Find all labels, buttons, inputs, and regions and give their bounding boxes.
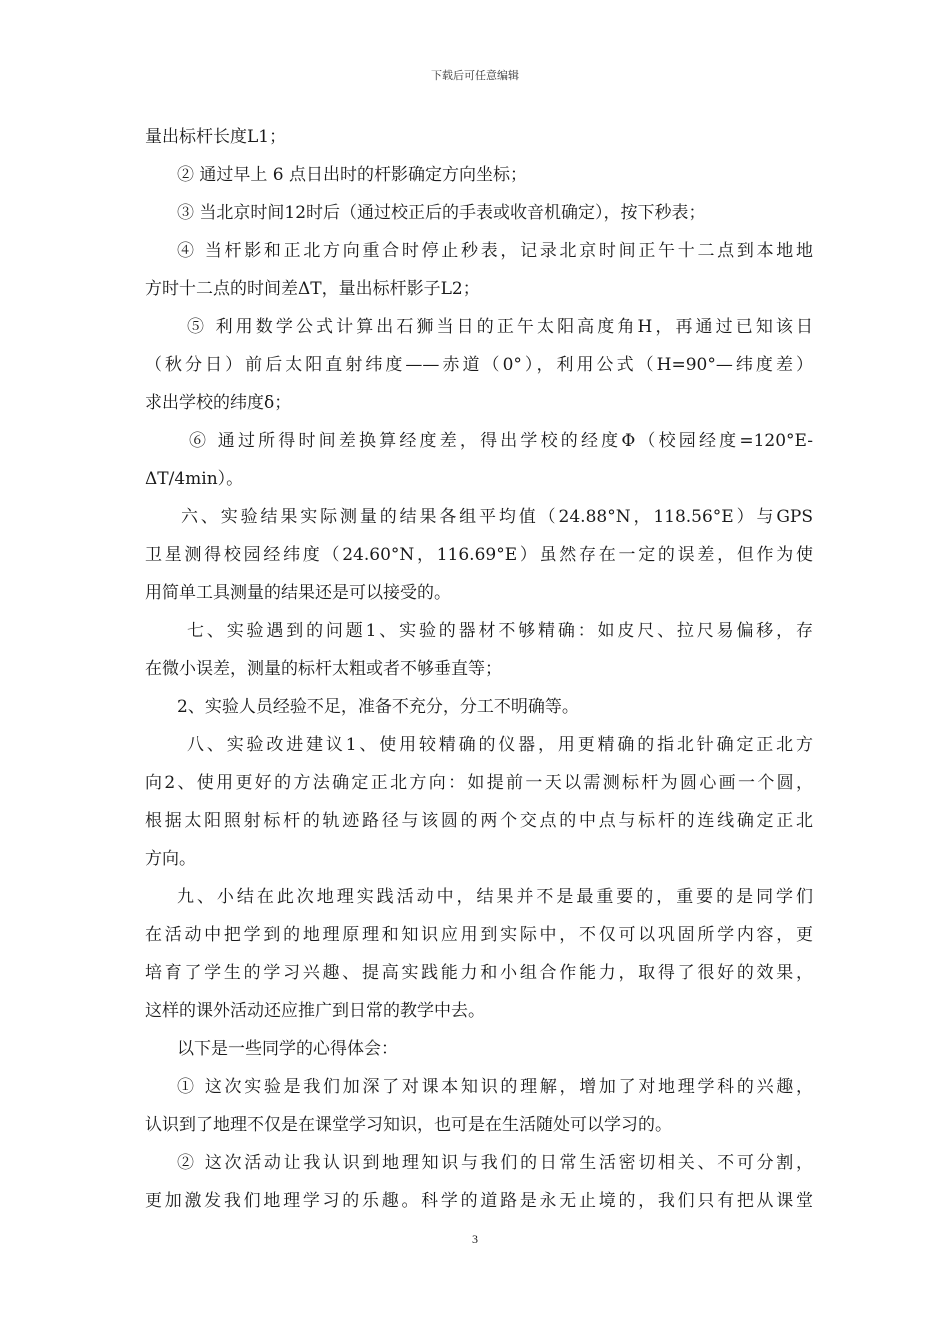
text-line: 认识到了地理不仅是在课堂学习知识，也可是在生活随处可以学习的。 bbox=[145, 1115, 672, 1135]
text-line: ① 这次实验是我们加深了对课本知识的理解，增加了对地理学科的兴趣， bbox=[177, 1077, 813, 1097]
document-body bbox=[145, 118, 813, 1220]
text-line: 更加激发我们地理学习的乐趣。科学的道路是永无止境的，我们只有把从课堂 bbox=[145, 1191, 813, 1211]
text-line: 八、实验改进建议1、使用较精确的仪器，用更精确的指北针确定正北方 bbox=[187, 735, 813, 755]
text-line: （秋分日）前后太阳直射纬度——赤道（0°），利用公式（H=90°—纬度差） bbox=[145, 355, 813, 375]
text-line: ③ 当北京时间12时后（通过校正后的手表或收音机确定），按下秒表； bbox=[177, 203, 706, 223]
text-line: ② 这次活动让我认识到地理知识与我们的日常生活密切相关、不可分割， bbox=[177, 1153, 813, 1173]
text-line: 九、小结在此次地理实践活动中，结果并不是最重要的，重要的是同学们 bbox=[177, 887, 813, 907]
text-line: 向2、使用更好的方法确定正北方向：如提前一天以需测标杆为圆心画一个圆， bbox=[145, 773, 813, 793]
page-number: 3 bbox=[472, 1232, 478, 1246]
text-line: 求出学校的纬度δ； bbox=[145, 393, 292, 413]
text-line: 以下是一些同学的心得体会： bbox=[177, 1039, 398, 1059]
text-line: 七、实验遇到的问题1、实验的器材不够精确：如皮尺、拉尺易偏移，存 bbox=[187, 621, 813, 641]
text-line: 六、实验结果实际测量的结果各组平均值（24.88°N，118.56°E）与GPS bbox=[181, 507, 813, 527]
text-line: 卫星测得校园经纬度（24.60°N，116.69°E）虽然存在一定的误差，但作为使 bbox=[145, 545, 813, 565]
text-line: 方向。 bbox=[145, 849, 196, 869]
text-line: ② 通过早上 6 点日出时的杆影确定方向坐标； bbox=[177, 165, 528, 185]
text-line: 培育了学生的学习兴趣、提高实践能力和小组合作能力，取得了很好的效果， bbox=[145, 963, 813, 983]
text-line: 根据太阳照射标杆的轨迹路径与该圆的两个交点的中点与标杆的连线确定正北 bbox=[145, 811, 813, 831]
text-line: 在微小误差，测量的标杆太粗或者不够垂直等； bbox=[145, 659, 502, 679]
text-line: ΔT/4min）。 bbox=[145, 469, 244, 489]
text-line: 用简单工具测量的结果还是可以接受的。 bbox=[145, 583, 451, 603]
text-line: ⑥ 通过所得时间差换算经度差，得出学校的经度Φ（校园经度=120°E- bbox=[189, 431, 813, 451]
page-header: 下载后可任意编辑 bbox=[431, 69, 519, 82]
text-line: 量出标杆长度L1； bbox=[145, 127, 287, 147]
text-line: ⑤ 利用数学公式计算出石狮当日的正午太阳高度角H，再通过已知该日 bbox=[187, 317, 813, 337]
text-line: 方时十二点的时间差ΔT，量出标杆影子L2； bbox=[145, 279, 480, 299]
text-line: 2、实验人员经验不足，准备不充分，分工不明确等。 bbox=[177, 697, 579, 717]
text-line: 在活动中把学到的地理原理和知识应用到实际中，不仅可以巩固所学内容，更 bbox=[145, 925, 813, 945]
text-line: ④ 当杆影和正北方向重合时停止秒表，记录北京时间正午十二点到本地地 bbox=[177, 241, 813, 261]
text-line: 这样的课外活动还应推广到日常的教学中去。 bbox=[145, 1001, 485, 1021]
